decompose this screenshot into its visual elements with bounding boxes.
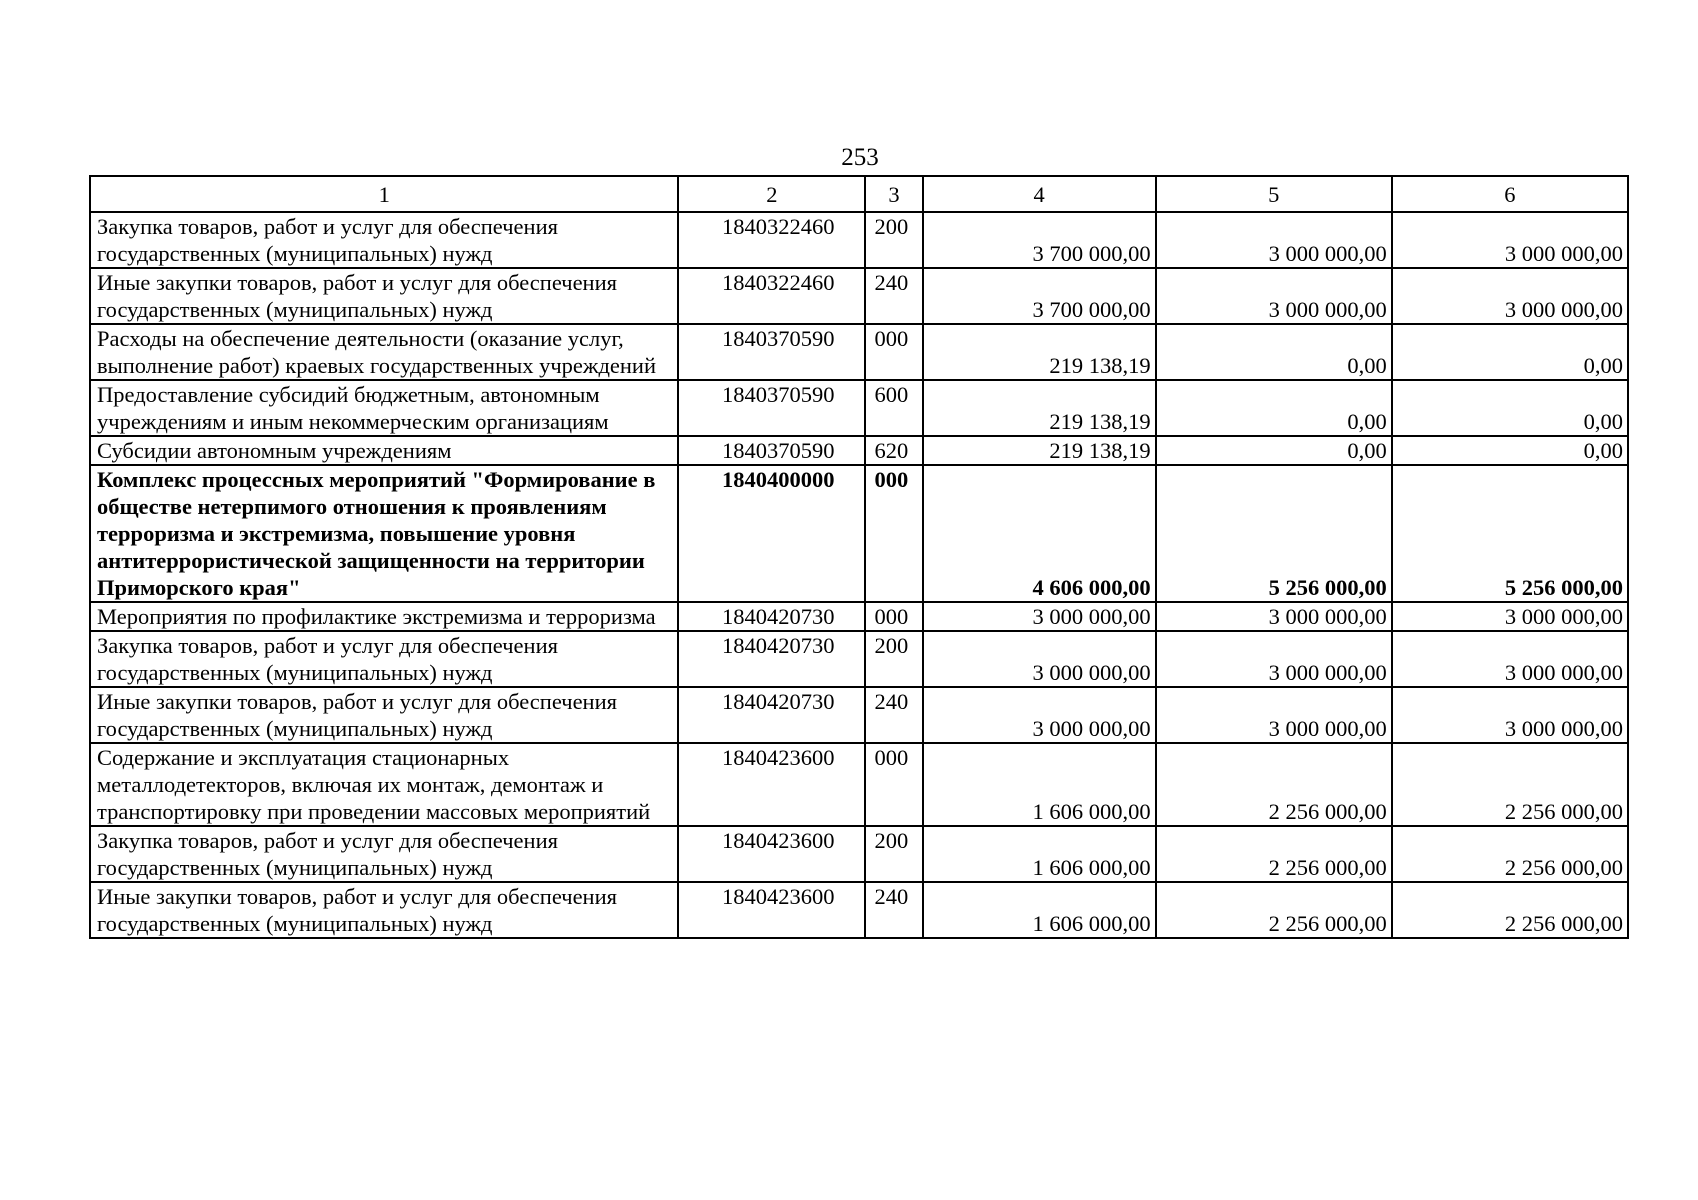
row-name-cell: Закупка товаров, работ и услуг для обеспечения государственных (муниципальных) нужд: [90, 826, 678, 882]
row-type-cell: 000: [865, 743, 922, 826]
row-value-col6: 3 000 000,00: [1392, 602, 1628, 631]
row-value-col6: 3 000 000,00: [1392, 212, 1628, 268]
column-header: 2: [678, 176, 865, 212]
row-type-cell: 200: [865, 212, 922, 268]
row-code-cell: 1840370590: [678, 436, 865, 465]
row-type-cell: 000: [865, 602, 922, 631]
row-code-cell: 1840423600: [678, 743, 865, 826]
row-name-cell: Субсидии автономным учреждениям: [90, 436, 678, 465]
row-type-cell: 240: [865, 687, 922, 743]
column-header: 4: [923, 176, 1156, 212]
row-code-cell: 1840370590: [678, 380, 865, 436]
row-value-col6: 2 256 000,00: [1392, 882, 1628, 938]
table-row: [90, 212, 1628, 268]
table-row: [90, 743, 1628, 826]
row-type-cell: 620: [865, 436, 922, 465]
row-value-col4: 3 000 000,00: [923, 631, 1156, 687]
table-row: [90, 826, 1628, 882]
column-header: 3: [865, 176, 922, 212]
row-type-cell: 000: [865, 465, 922, 602]
row-value-col6: 3 000 000,00: [1392, 631, 1628, 687]
row-code-cell: 1840322460: [678, 268, 865, 324]
row-value-col4: 219 138,19: [923, 380, 1156, 436]
row-value-col5: 5 256 000,00: [1156, 465, 1392, 602]
row-code-cell: 1840322460: [678, 212, 865, 268]
table-row: [90, 324, 1628, 380]
table-row: [90, 380, 1628, 436]
table-row: [90, 268, 1628, 324]
column-header: 1: [90, 176, 678, 212]
row-value-col6: 0,00: [1392, 380, 1628, 436]
row-name-cell: Содержание и эксплуатация стационарных металлодетекторов, включая их монтаж, демонтаж и транспортировку при проведении массовых мероприятий: [90, 743, 678, 826]
row-name-cell: Предоставление субсидий бюджетным, автономным учреждениям и иным некоммерческим организациям: [90, 380, 678, 436]
row-value-col4: 3 700 000,00: [923, 212, 1156, 268]
row-value-col6: 2 256 000,00: [1392, 743, 1628, 826]
row-name-cell: Закупка товаров, работ и услуг для обеспечения государственных (муниципальных) нужд: [90, 631, 678, 687]
table-row: [90, 631, 1628, 687]
row-value-col4: 219 138,19: [923, 324, 1156, 380]
row-value-col6: 0,00: [1392, 436, 1628, 465]
row-name-cell: Мероприятия по профилактике экстремизма и терроризма: [90, 602, 678, 631]
table-row: [90, 687, 1628, 743]
row-value-col5: 3 000 000,00: [1156, 602, 1392, 631]
row-code-cell: 1840423600: [678, 826, 865, 882]
row-value-col5: 0,00: [1156, 380, 1392, 436]
row-value-col5: 2 256 000,00: [1156, 743, 1392, 826]
row-value-col6: 5 256 000,00: [1392, 465, 1628, 602]
column-header: 6: [1392, 176, 1628, 212]
row-value-col4: 1 606 000,00: [923, 882, 1156, 938]
row-value-col4: 1 606 000,00: [923, 743, 1156, 826]
row-value-col6: 3 000 000,00: [1392, 687, 1628, 743]
table-header-row: [90, 176, 1628, 212]
row-value-col4: 3 000 000,00: [923, 602, 1156, 631]
row-value-col4: 1 606 000,00: [923, 826, 1156, 882]
row-name-cell: Иные закупки товаров, работ и услуг для обеспечения государственных (муниципальных) нужд: [90, 882, 678, 938]
row-code-cell: 1840370590: [678, 324, 865, 380]
row-name-cell: Расходы на обеспечение деятельности (оказание услуг, выполнение работ) краевых государственных учреждений: [90, 324, 678, 380]
budget-table: [89, 175, 1629, 939]
row-type-cell: 200: [865, 631, 922, 687]
row-type-cell: 600: [865, 380, 922, 436]
row-value-col6: 3 000 000,00: [1392, 268, 1628, 324]
row-value-col5: 3 000 000,00: [1156, 212, 1392, 268]
table-row: [90, 602, 1628, 631]
row-value-col6: 2 256 000,00: [1392, 826, 1628, 882]
row-name-cell: Комплекс процессных мероприятий "Формирование в обществе нетерпимого отношения к проявлениям терроризма и экстремизма, повышение уровня антитеррористической защищенности на территории Приморского края": [90, 465, 678, 602]
table-row: [90, 882, 1628, 938]
row-value-col4: 3 000 000,00: [923, 687, 1156, 743]
row-type-cell: 240: [865, 882, 922, 938]
row-name-cell: Иные закупки товаров, работ и услуг для обеспечения государственных (муниципальных) нужд: [90, 687, 678, 743]
row-value-col5: 0,00: [1156, 324, 1392, 380]
row-name-cell: Закупка товаров, работ и услуг для обеспечения государственных (муниципальных) нужд: [90, 212, 678, 268]
row-value-col5: 3 000 000,00: [1156, 268, 1392, 324]
row-name-cell: Иные закупки товаров, работ и услуг для обеспечения государственных (муниципальных) нужд: [90, 268, 678, 324]
row-value-col4: 3 700 000,00: [923, 268, 1156, 324]
row-value-col6: 0,00: [1392, 324, 1628, 380]
row-value-col5: 3 000 000,00: [1156, 687, 1392, 743]
table-body: [90, 212, 1628, 938]
row-value-col5: 2 256 000,00: [1156, 826, 1392, 882]
row-value-col5: 2 256 000,00: [1156, 882, 1392, 938]
column-header: 5: [1156, 176, 1392, 212]
row-code-cell: 1840420730: [678, 631, 865, 687]
row-value-col4: 219 138,19: [923, 436, 1156, 465]
row-value-col5: 0,00: [1156, 436, 1392, 465]
row-code-cell: 1840400000: [678, 465, 865, 602]
row-code-cell: 1840423600: [678, 882, 865, 938]
row-code-cell: 1840420730: [678, 687, 865, 743]
row-value-col4: 4 606 000,00: [923, 465, 1156, 602]
row-value-col5: 3 000 000,00: [1156, 631, 1392, 687]
row-type-cell: 200: [865, 826, 922, 882]
page-number: 253: [841, 144, 879, 171]
row-code-cell: 1840420730: [678, 602, 865, 631]
table-row: [90, 465, 1628, 602]
row-type-cell: 240: [865, 268, 922, 324]
row-type-cell: 000: [865, 324, 922, 380]
table-row: [90, 436, 1628, 465]
